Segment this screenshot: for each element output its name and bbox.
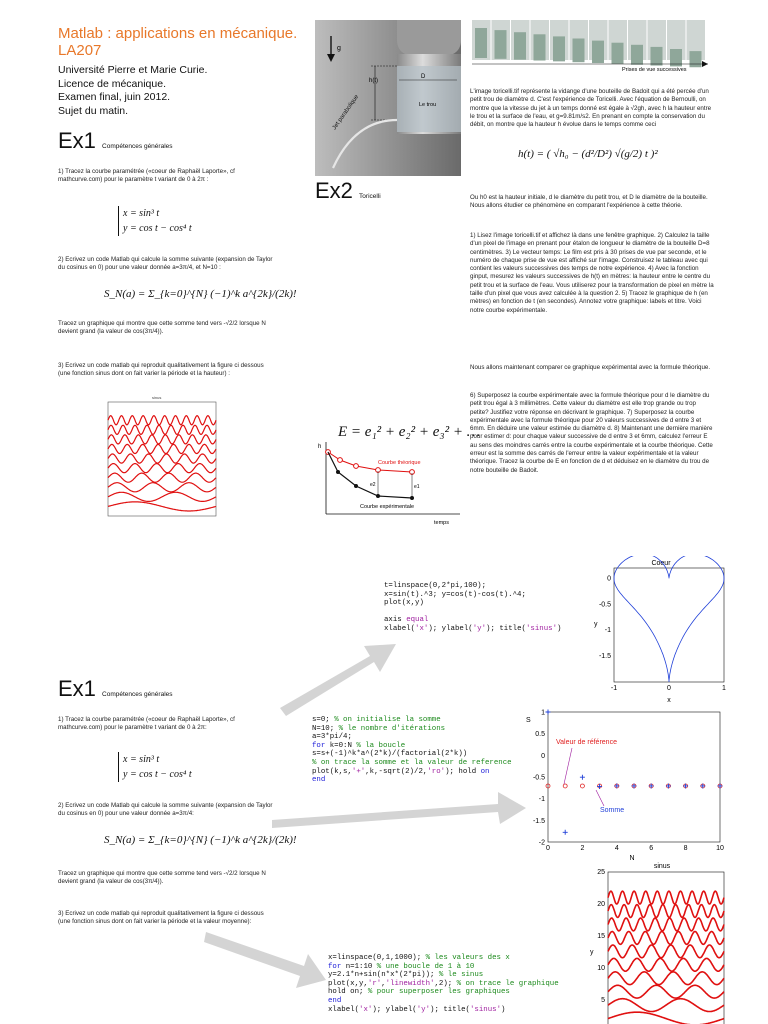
code-line: % on trace la somme et la valeur de reference bbox=[312, 758, 512, 767]
ex1-q2: 2) Ecrivez un code Matlab qui calcule la somme suivante (expansion de Taylor du cosinus en 0) pour une valeur donnée a=3π/4, et N=10 : bbox=[58, 256, 273, 272]
code-line: xlabel('x'); ylabel('y'); title('sinus') bbox=[328, 1005, 506, 1014]
ex1-q2-note: Tracez un graphique qui montre que cette somme tend vers -√2/2 lorsque N devient grand (la valeur de cos(3π/4)). bbox=[58, 320, 266, 336]
sketch-e1: e1 bbox=[414, 484, 420, 490]
sketch-h-label: h bbox=[318, 444, 322, 450]
small-sinus-figure bbox=[94, 394, 220, 534]
code-line: for k=0:N % la boucle bbox=[312, 741, 406, 750]
ex1-repeat-taylor: S_N(a) = Σ_{k=0}^{N} (−1)^k a^{2k}/(2k)! bbox=[104, 834, 297, 846]
arrow-to-code2 bbox=[272, 792, 526, 828]
sinus-y-tick: 25 bbox=[597, 869, 605, 876]
code-line bbox=[384, 608, 561, 617]
arrow-to-code3 bbox=[204, 932, 326, 988]
sinus-y-tick: 10 bbox=[597, 965, 605, 972]
heart-x-tick: 1 bbox=[722, 685, 726, 692]
frame-water bbox=[612, 43, 624, 64]
heart-title: Coeur bbox=[651, 560, 671, 567]
ex1-heading: Ex1 Compétences générales bbox=[58, 128, 173, 153]
heart-y-tick: 0 bbox=[607, 575, 611, 583]
toricelli-formula: h(t) = ( √h₀ − (d²/D²) √(g/2) t )² bbox=[518, 148, 658, 160]
hole-label: Le trou bbox=[419, 102, 437, 108]
ex1-repeat-q2-note: Tracez un graphique qui montre que cette somme tend vers -√2/2 lorsque N devient grand (la valeur de cos(3π/4)). bbox=[58, 870, 266, 886]
heart-x-tick: -1 bbox=[610, 685, 618, 692]
taylor-y-tick: -1 bbox=[538, 796, 545, 804]
ex2-questions-6-8: 6) Superposez la courbe expérimentale avec la formule théorique pour d le diamètre du petit trou égal à 3 millimètres. Cette valeur du diamètre est elle trop grande ou trop petite? Justifiez votre réponse en décrivant le graphique. 7) Superposez la courbe expérimentale avec la formule théorique pour 20 valeurs successives de d entre 3 et 6mm. En déduire une valeur estimée du diamètre d. 8) Maintenant une dernière manière pour estimer d: pour chaque valeur successive de d entre 3 et 6mm, calculez l'erreur E au sens des moindres carrés entre la courbe expérimentale et la courbe théorique. Cette erreur est la somme des carrés de l'erreur entre la valeur expérimentale et la valeur théorique. Tracez la courbe de E en fonction de d et déduisez en le diamètre du trou de notre bouteille de Badoit. bbox=[470, 392, 713, 474]
sinus-title: sinus bbox=[653, 863, 671, 870]
heart-xlabel: x bbox=[667, 697, 671, 704]
taylor-x-tick: 4 bbox=[614, 845, 619, 852]
jet-label: Jet parabolique bbox=[331, 94, 361, 132]
ex1-taylor-sum: S_N(a) = Σ_{k=0}^{N} (−1)^k a^{2k}/(2k)! bbox=[104, 288, 297, 300]
taylor-chart bbox=[512, 706, 734, 866]
taylor-y-tick: 0 bbox=[541, 752, 545, 760]
taylor-xlabel: N bbox=[629, 855, 635, 862]
code-line: end bbox=[312, 776, 326, 785]
code-line: s=s+(-1)^k*a^(2*k)/(factorial(2*k)) bbox=[312, 750, 468, 759]
ex1-q3: 3) Ecrivez un code matlab qui reproduit qualitativement la figure ci dessous (une fonction sinus dont on fait varier la période et la hauteur) : bbox=[58, 362, 264, 378]
taylor-ylabel: S bbox=[526, 717, 531, 724]
frame-water bbox=[475, 28, 487, 58]
toricelli-photo bbox=[315, 20, 461, 176]
sketch-theo-label: Courbe théorique bbox=[378, 460, 421, 466]
ex1-repeat-q3: 3) Ecrivez un code matlab qui reproduit qualitativement la figure ci dessous (une fonction sinus dont on fait varier la période et la valeur moyenne): bbox=[58, 910, 264, 926]
taylor-x-tick: 6 bbox=[649, 845, 654, 852]
sketch-e2: e2 bbox=[370, 482, 376, 488]
heart-y-tick: -0.5 bbox=[598, 601, 611, 609]
sinus-y-tick: 5 bbox=[601, 997, 605, 1004]
code-line: y=2.1*n+sin(n*x*(2*pi)); % le sinus bbox=[328, 971, 484, 980]
frame-water bbox=[553, 36, 565, 61]
code-sinus bbox=[328, 954, 559, 1014]
sinus-y-tick: 15 bbox=[597, 933, 605, 940]
frame-water bbox=[514, 32, 526, 59]
diameter-label: D bbox=[421, 74, 426, 80]
height-label: h(t) bbox=[369, 78, 378, 84]
code-taylor bbox=[312, 716, 512, 785]
sinus-y-tick: 20 bbox=[597, 901, 605, 908]
sketch-exp-label: Courbe expérimentale bbox=[360, 504, 415, 510]
frame-water bbox=[495, 30, 507, 59]
code-line: plot(x,y) bbox=[384, 599, 424, 608]
code-line: plot(x,y,'r','linewidth',2); % on trace le graphique bbox=[328, 979, 559, 988]
ex1-repeat-q2: 2) Ecrivez un code Matlab qui calcule la somme suivante (expansion de Taylor du cosinus en 0) pour une valeur donnée a=3π/4: bbox=[58, 802, 273, 818]
code-line: for n=1:10 % une boucle de 1 à 10 bbox=[328, 962, 475, 971]
taylor-x-tick: 10 bbox=[716, 845, 724, 852]
code-line: hold on; % pour superposer les graphiques bbox=[328, 988, 510, 997]
sinus-chart bbox=[586, 860, 734, 1024]
code-line: a=3*pi/4; bbox=[312, 733, 352, 742]
code-line: s=0; % on initialise la somme bbox=[312, 716, 441, 724]
ex2-intro: L'image toricelli.tif représente la vidange d'une bouteille de Badoit qui a été percée d'un petit trou de diamètre d. C'est l'expérience de Toricelli. Avec l'équation de Bernoulli, on montre que la vitesse du jet à un temps donné est égale à √2gh, avec h la hauteur entre le trou et la surface de l'eau, et g=9.81m/s2. En prenant en compte la conservation du débit, on montre que la hauteur h évolue dans le temps comme ceci bbox=[470, 88, 712, 129]
ex2-legend: Ou h0 est la hauteur initiale, d le diamètre du petit trou, et D le diamètre de la bouteille. Nous allons étudier ce phénomène en comparant l'expérience à cette théorie. bbox=[470, 194, 708, 210]
frame-water bbox=[573, 39, 585, 63]
arrow-to-code1 bbox=[280, 644, 396, 716]
frame-water bbox=[651, 47, 663, 66]
taylor-y-tick: 0.5 bbox=[535, 731, 545, 739]
taylor-y-tick: -0.5 bbox=[532, 774, 545, 782]
code-line: x=linspace(0,1,1000); % les valeurs des x bbox=[328, 954, 510, 962]
taylor-x-tick: 2 bbox=[580, 845, 585, 852]
ex2-questions-1-5: 1) Lisez l'image toricelli.tif et affichez là dans une fenêtre graphique. 2) Calculez la taille d'un pixel de l'image en prenant pour étalon de longueur le diamètre de la bouteille D=8 centimètres. 3) Le vecteur temps: Le film est pris à 30 prises de vue par seconde, et le numéro de chaque prise de vue est affiché sur l'image. Construisez le tableau avec qui contient les valeurs successives des temps de notre expérience. 4) Avec la fonction ginput, mesurez les valeurs successives de h(t) en mètres: la hauteur entre le centre du petit trou et la surface de l'eau. Vous utiliserez pour la transformation de pixel en mètre la taille d'un pixel que vous avez calculée à la question 2. 5) Tracez le graphique de h (en mètres) en fonction de t (en secondes). Annotez votre graphique: labels et titre. Voici notre courbe expérimentale. bbox=[470, 232, 714, 314]
code-line: t=linspace(0,2*pi,100); bbox=[384, 582, 487, 590]
code-line: xlabel('x'); ylabel('y'); title('sinus') bbox=[384, 624, 562, 633]
code-line: axis equal bbox=[384, 616, 429, 625]
heart-y-tick: -1.5 bbox=[598, 653, 611, 661]
ex2-compare: Nous allons maintenant comparer ce graphique expérimental avec la formule théorique. bbox=[470, 364, 711, 371]
gravity-label: g bbox=[337, 45, 341, 52]
taylor-y-tick: -1.5 bbox=[532, 817, 545, 825]
ex1-repeat-heading: Ex1 Compétences générales bbox=[58, 676, 173, 701]
error-equation: E = e₁² + e₂² + e₃² + … bbox=[338, 424, 481, 440]
heart-x-tick: 0 bbox=[667, 685, 671, 692]
ex1-repeat-q1: 1) Tracez la courbe paramétrée («coeur de Raphaël Laporte», cf mathcurve.com) pour le paramètre t variant de 0 à 2π: bbox=[58, 716, 235, 732]
ex1-equation-system: x = sin³ t y = cos t − cos⁴ t bbox=[118, 206, 192, 236]
code-line: plot(k,s,'+',k,-sqrt(2)/2,'ro'); hold on bbox=[312, 767, 490, 776]
code-line: x=sin(t).^3; y=cos(t)-cos(t).^4; bbox=[384, 590, 526, 599]
small-sinus-title: sinus bbox=[152, 395, 162, 400]
successive-frames bbox=[472, 20, 712, 72]
sum-annotation: Somme bbox=[600, 807, 625, 814]
document-title: Matlab : applications en mécanique. LA207 bbox=[58, 25, 298, 59]
ex2-heading: Ex2 Toricelli bbox=[315, 178, 381, 203]
error-sketch bbox=[316, 438, 466, 530]
ex1-q1: 1) Tracez la courbe paramétrée («coeur de Raphaël Laporte», cf mathcurve.com) pour le paramètre t variant de 0 à 2π : bbox=[58, 168, 235, 184]
taylor-y-tick: -2 bbox=[538, 839, 545, 847]
taylor-x-tick: 8 bbox=[683, 845, 688, 852]
frames-caption: Prises de vue successives bbox=[622, 67, 687, 72]
code-line: end bbox=[328, 996, 342, 1005]
frame-water bbox=[631, 45, 643, 65]
taylor-y-tick: 1 bbox=[541, 709, 545, 717]
reference-annotation: Valeur de référence bbox=[556, 739, 617, 746]
sketch-temps-label: temps bbox=[434, 520, 449, 526]
taylor-x-tick: 0 bbox=[546, 845, 550, 852]
code-line: N=10; % le nombre d'itérations bbox=[312, 724, 446, 733]
heart-ylabel: y bbox=[594, 621, 598, 628]
frame-water bbox=[534, 34, 546, 60]
course-info: Université Pierre et Marie Curie. Licence de mécanique. Examen final, juin 2012. Sujet du matin. bbox=[58, 64, 208, 117]
sinus-ylabel: y bbox=[590, 949, 594, 956]
ex1-repeat-equations: x = sin³ t y = cos t − cos⁴ t bbox=[118, 752, 192, 782]
frame-water bbox=[690, 51, 702, 67]
frame-water bbox=[592, 41, 604, 63]
heart-y-tick: -1 bbox=[604, 627, 611, 635]
heart-chart bbox=[586, 556, 736, 706]
code-heart bbox=[384, 582, 561, 634]
